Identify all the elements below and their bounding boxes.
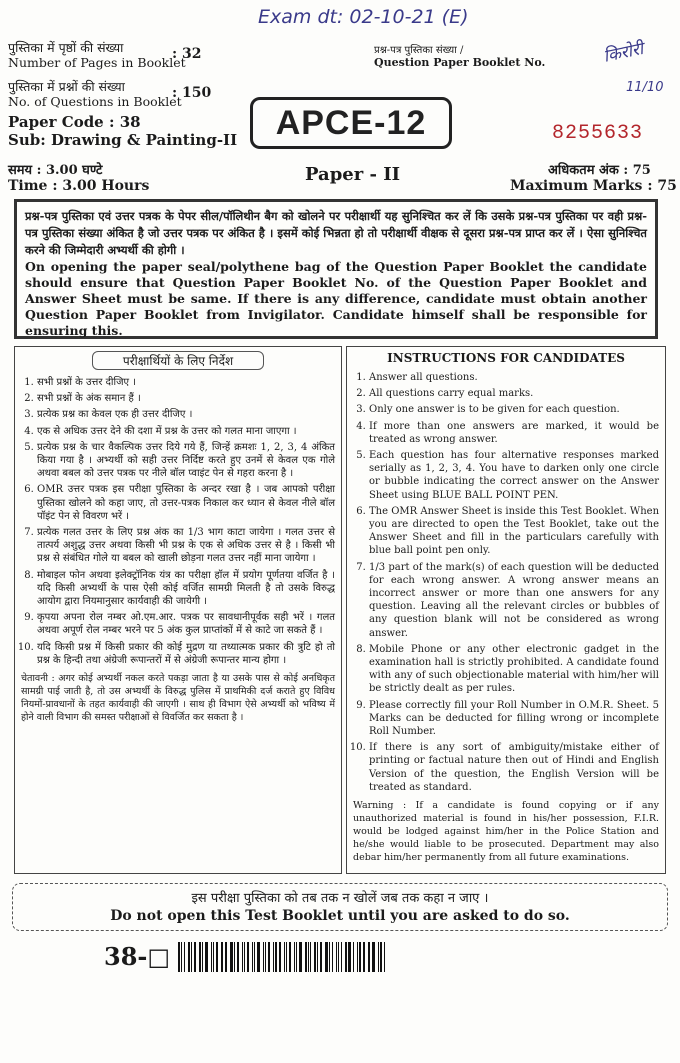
pages-label-en: Number of Pages in Booklet [8, 55, 186, 70]
barcode-stripe [329, 942, 330, 972]
list-item: 7. 1/3 part of the mark(s) of each question will be deducted for each wrong answer. A wrong answer means an incorrect answer or more than one answers for any question. Leaving all the relevant circles or bubbles of any question blank will not be considered as wrong answer. [369, 561, 665, 640]
list-item: 6. The OMR Answer Sheet is inside this Test Booklet. When you are directed to open the Test Booklet, take out the Answer Sheet and fill in the particulars carefully with blue ball point pen only. [369, 505, 665, 558]
barcode-stripe [213, 942, 214, 972]
barcode-stripe [234, 942, 235, 972]
barcode-stripe [345, 942, 347, 972]
barcode-stripe [247, 942, 249, 972]
max-marks-hi: अधिकतम अंक : 75 [548, 163, 651, 178]
barcode-stripe [263, 942, 264, 972]
list-item: 2. All questions carry equal marks. [369, 387, 665, 400]
booklet-no-label-hi: प्रश्न-पत्र पुस्तिका संख्या / [374, 45, 464, 56]
subject: Sub: Drawing & Painting-II [8, 131, 238, 149]
english-instructions-list [347, 371, 665, 794]
barcode-stripe [202, 942, 203, 972]
barcode-stripe [237, 942, 239, 972]
barcode-stripe [254, 942, 255, 972]
barcode-stripe [384, 942, 385, 972]
barcode-stripe [199, 942, 201, 972]
barcode-stripe [216, 942, 218, 972]
hindi-instructions-box [14, 346, 342, 874]
list-item: 7. प्रत्येक गलत उत्तर के लिए प्रश्न अंक का 1/3 भाग काटा जायेगा । गलत उत्तर से तात्पर्य अशुद्ध उत्तर अथवा किसी भी प्रश्न के एक से अधिक उत्तर से है । किसी भी प्रश्न से संबंधित गोले या बबल को खाली छोड़ना गलत उत्तर नहीं माना जायेगा । [37, 526, 341, 566]
list-item: 10. यदि किसी प्रश्न में किसी प्रकार की कोई मुद्रण या तथ्यात्मक प्रकार की त्रुटि हो तो प्रश्न के हिन्दी तथा अंग्रेजी रूपान्तरों में से अंग्रेजी रूपान्तर मान्य होगा । [37, 641, 341, 667]
barcode-stripe [244, 942, 245, 972]
barcode-stripe [205, 942, 208, 972]
barcode-stripe [225, 942, 227, 972]
barcode-stripe [211, 942, 212, 972]
questions-label-hi: पुस्तिका में प्रश्नों की संख्या [8, 79, 125, 94]
list-item: 5. Each question has four alternative responses marked serially as 1, 2, 3, 4. You have to darken only one circle or bubble indicating the correct answer on the Answer Sheet using BLUE BALL POINT PEN. [369, 449, 665, 502]
seal-notice-hindi: प्रश्न-पत्र पुस्तिका एवं उत्तर पत्रक के पेपर सील/पॉलिथीन बैग को खोलने पर परीक्षार्थी यह सुनिश्चित कर लें कि उसके प्रश्न-पत्र पुस्तिका पर वही प्रश्न-पत्र पुस्तिका संख्या अंकित है जो उत्तर पत्रक पर अंकित है । इसमें कोई भिन्नता हो तो परीक्षार्थी वीक्षक से दूसरा प्रश्न-पत्र प्राप्त कर लें । ऐसा सुनिश्चित करने की जिम्मेदारी अभ्यर्थी की होगी । [25, 209, 647, 257]
english-warning: Warning : If a candidate is found copying or if any unauthorized material is found in his/her possession, F.I.R. would be lodged against him/her in the Police Station and he/she would liable to be prosecuted. Department may also debar him/her permanently from all future examinations. [353, 800, 659, 864]
barcode-stripe [353, 942, 354, 972]
list-item: 4. If more than one answers are marked, it would be treated as wrong answer. [369, 420, 665, 446]
handwritten-signature-date: 11/10 [626, 80, 664, 95]
barcode-stripe [310, 942, 311, 972]
barcode-stripe [284, 942, 285, 972]
barcode-stripe [184, 942, 185, 972]
barcode-stripe [299, 942, 302, 972]
list-item: 8. Mobile Phone or any other electronic gadget in the examination hall is strictly prohibited. A candidate found with any of such objectionable material with him/her will be strictly dealt as per rules. [369, 643, 665, 696]
list-item: 9. Please correctly fill your Roll Number in O.M.R. Sheet. 5 Marks can be deducted for filling wrong or incomplete Roll Number. [369, 699, 665, 739]
do-not-open-english: Do not open this Test Booklet until you are asked to do so. [110, 908, 570, 924]
barcode-stripe [188, 942, 191, 972]
barcode-stripe [325, 942, 328, 972]
barcode-stripe [363, 942, 365, 972]
list-item: 9. कृपया अपना रोल नम्बर ओ.एम.आर. पत्रक पर सावधानीपूर्वक सही भरें । गलत अथवा अपूर्ण रोल नम्बर भरने पर 5 अंक कुल प्राप्तांकों में से काटे जा सकते हैं । [37, 611, 341, 637]
hindi-instructions-list [15, 376, 341, 667]
list-item: 2. सभी प्रश्नों के अंक समान हैं । [37, 392, 341, 405]
hindi-warning: चेतावनी : अगर कोई अभ्यर्थी नकल करते पकड़ा जाता है या उसके पास से कोई अनधिकृत सामग्री पाई जाती है, तो उस अभ्यर्थी के विरुद्ध पुलिस में प्राथमिकी दर्ज कराते हुए विविध नियमों-प्रावधानों के तहत कार्यवाही की जाएगी । साथ ही विभाग ऐसे अभ्यर्थी को भविष्य में होने वाली विभाग की समस्त परीक्षाओं से विवर्जित कर सकता है । [21, 673, 335, 724]
list-item: 1. Answer all questions. [369, 371, 665, 384]
barcode-stripe [294, 942, 295, 972]
barcode-stripe [221, 942, 222, 972]
barcode-stripe [357, 942, 358, 972]
barcode-stripe [273, 942, 274, 972]
barcode-stripe [369, 942, 370, 972]
barcode-stripe [252, 942, 254, 972]
barcode-stripe [348, 942, 351, 972]
pages-value: : 32 [172, 46, 202, 62]
questions-value: : 150 [172, 85, 212, 101]
pages-label-hi: पुस्तिका में पृष्ठों की संख्या [8, 40, 124, 55]
list-item: 6. OMR उत्तर पत्रक इस परीक्षा पुस्तिका के अन्दर रखा है । जब आपको परीक्षा पुस्तिका खोलने को कहा जाए, तो उत्तर-पत्रक निकाल कर ध्यान से केवल नीले बॉल पॉइंट पेन से विवरण भरें । [37, 483, 341, 523]
barcode-stripe [332, 942, 333, 972]
barcode-stripe [286, 942, 287, 972]
list-item: 3. प्रत्येक प्रश्न का केवल एक ही उत्तर दीजिए । [37, 408, 341, 421]
do-not-open-notice [12, 883, 668, 931]
barcode-stripe [320, 942, 322, 972]
english-instructions-box [346, 346, 666, 874]
barcode-stripe [275, 942, 278, 972]
english-instructions-title: INSTRUCTIONS FOR CANDIDATES [387, 351, 625, 365]
booklet-no-label-en: Question Paper Booklet No. [374, 56, 546, 69]
barcode-stripe [242, 942, 243, 972]
list-item: 10. If there is any sort of ambiguity/mistake either of printing or factual nature then out of Hindi and English Version of the question, the English Version will be treated as standard. [369, 741, 665, 794]
barcode-stripe [380, 942, 382, 972]
barcode-stripe [191, 942, 192, 972]
hindi-instructions-title: परीक्षार्थियों के लिए निर्देश [92, 351, 264, 370]
do-not-open-hindi: इस परीक्षा पुस्तिका को तब तक न खोलें जब तक कहा न जाए । [191, 891, 489, 906]
barcode-stripe [378, 942, 379, 972]
barcode-stripe [178, 942, 180, 972]
barcode-stripe [296, 942, 297, 972]
barcode-stripe [338, 942, 339, 972]
max-marks-en: Maximum Marks : 75 [510, 178, 677, 194]
list-item: 4. एक से अधिक उत्तर देने की दशा में प्रश्न के उत्तर को गलत माना जाएगा । [37, 425, 341, 438]
questions-label-en: No. of Questions in Booklet [8, 94, 182, 109]
barcode-stripe [317, 942, 318, 972]
barcode-stripe [359, 942, 361, 972]
barcode-stripe [230, 942, 233, 972]
barcode-stripe [341, 942, 342, 972]
time-hi: समय : 3.00 घण्टे [8, 163, 103, 178]
list-item: 8. मोबाइल फोन अथवा इलेक्ट्रॉनिक यंत्र का परीक्षा हॉल में प्रयोग पूर्णतया वर्जित है । यदि किसी अभ्यर्थी के पास ऐसी कोई वर्जित सामग्री मिलती है तो उसके विरुद्ध आयोग द्वारा नियमानुसार कार्यवाही की जायेगी । [37, 569, 341, 609]
barcode-stripe [289, 942, 291, 972]
time-en: Time : 3.00 Hours [8, 178, 150, 194]
barcode [178, 942, 388, 972]
series-code: 38-□ [104, 942, 171, 971]
handwritten-signature: किरोरी [601, 39, 646, 67]
list-item: 5. प्रत्येक प्रश्न के चार वैकल्पिक उत्तर दिये गये हैं, जिन्हें क्रमशः 1, 2, 3, 4 अंकित किया गया है । अभ्यर्थी को सही उत्तर निर्दिष्ट करते हुए उनमें से केवल एक गोले अथवा बबल को उत्तर पत्रक पर नीले बॉल प्वाइंट पेन से गहरा करना है । [37, 441, 341, 481]
barcode-stripe [308, 942, 309, 972]
barcode-stripe [372, 942, 375, 972]
barcode-stripe [305, 942, 307, 972]
barcode-stripe [268, 942, 270, 972]
seal-notice-box [14, 199, 658, 339]
booklet-serial-number: 8255633 [552, 122, 644, 145]
barcode-stripe [314, 942, 316, 972]
seal-notice-english: On opening the paper seal/polythene bag of the Question Paper Booklet the candidate should ensure that Question Paper Booklet No. of the Question Paper Booklet and Answer Sheet must be same. If there is any difference, candidate must obtain another Question Paper Booklet from Invigilator. Candidate himself shall be responsible for ensuring this. [25, 259, 647, 338]
paper-series-code: APCE-12 [250, 97, 452, 149]
barcode-stripe [265, 942, 266, 972]
list-item: 1. सभी प्रश्नों के उत्तर दीजिए । [37, 376, 341, 389]
barcode-stripe [368, 942, 369, 972]
barcode-stripe [336, 942, 338, 972]
handwritten-exam-date: Exam dt: 02-10-21 (E) [258, 6, 469, 28]
list-item: 3. Only one answer is to be given for each question. [369, 403, 665, 416]
barcode-stripe [181, 942, 182, 972]
barcode-stripe [222, 942, 223, 972]
barcode-stripe [279, 942, 281, 972]
barcode-stripe [194, 942, 196, 972]
paper-title: Paper - II [305, 164, 401, 185]
paper-code: Paper Code : 38 [8, 113, 141, 131]
barcode-stripe [257, 942, 260, 972]
